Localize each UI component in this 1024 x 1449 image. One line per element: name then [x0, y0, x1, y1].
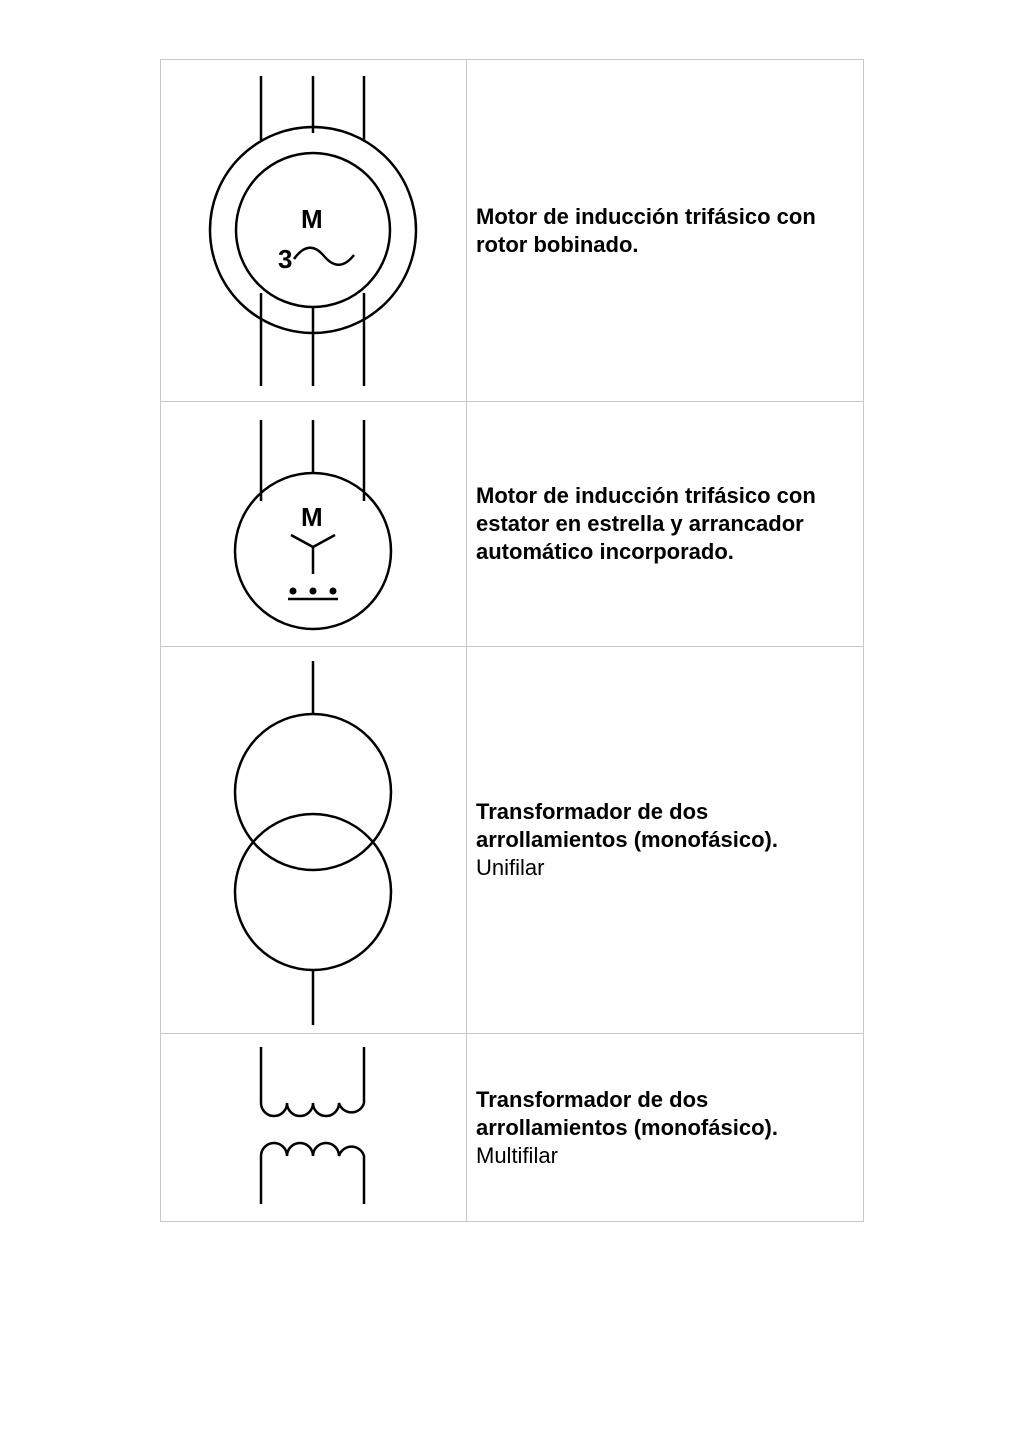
symbol-title: Motor de inducción trifásico con estator en estrella y arrancador automático incorporado. — [476, 483, 816, 564]
symbol-cell — [161, 647, 467, 1034]
symbol-title: Transformador de dos arrollamientos (monofásico). — [476, 799, 778, 852]
symbol-table — [160, 59, 864, 1222]
description-cell — [467, 647, 864, 1034]
description-cell — [467, 402, 864, 647]
wound-rotor-motor-symbol — [161, 60, 466, 401]
symbol-cell — [161, 402, 467, 647]
symbol-subtitle: Multifilar — [476, 1142, 558, 1168]
transformer-single-line-symbol — [161, 647, 466, 1033]
description-cell — [467, 60, 864, 402]
transformer-multi-line-symbol — [161, 1034, 466, 1221]
symbol-title: Motor de inducción trifásico con rotor bobinado. — [476, 203, 816, 257]
symbol-subtitle: Unifilar — [476, 855, 545, 880]
symbol-cell — [161, 60, 467, 402]
symbol-title: Transformador de dos arrollamientos (monofásico). — [476, 1086, 778, 1140]
table-row — [161, 60, 864, 402]
table-row — [161, 1034, 864, 1222]
star-stator-motor-symbol — [161, 402, 466, 646]
motor-label-m: M — [301, 502, 323, 532]
description-cell — [467, 1034, 864, 1222]
symbol-cell — [161, 1034, 467, 1222]
table-row — [161, 402, 864, 647]
motor-label-m: M — [301, 204, 323, 234]
phase-label-3: 3 — [278, 244, 293, 274]
table-row — [161, 647, 864, 1034]
